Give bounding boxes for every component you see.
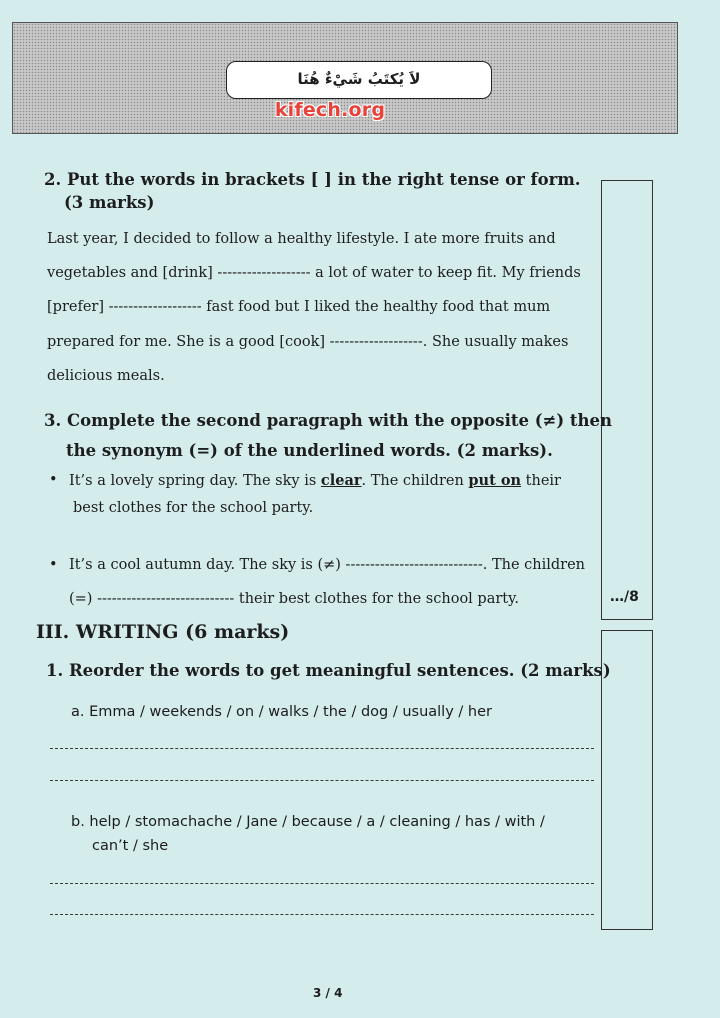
section-writing-title: III. WRITING (6 marks) — [36, 621, 290, 643]
q3-bullet-2-line-2: (=) ---------------------------- their best clothes for the school party. — [69, 591, 519, 607]
q3-bullet-1-line-2: best clothes for the school party. — [73, 500, 314, 516]
q2-line-2: vegetables and [drink] ------------------- a lot of water to keep fit. My friends — [47, 265, 581, 281]
q2-line-1: Last year, I decided to follow a healthy lifestyle. I ate more fruits and — [47, 231, 556, 247]
q2-line-3: [prefer] ------------------- fast food but I liked the healthy food that mum — [47, 299, 551, 315]
q3-bullet-2: • It’s a cool autumn day. The sky is (≠) ----------------------------. The children — [69, 557, 585, 573]
w1-item-b: b. help / stomachache / Jane / because / a / cleaning / has / with / — [71, 814, 545, 830]
watermark: kifech.org — [274, 99, 386, 121]
q3-bullet-1-text-c: their — [521, 473, 561, 489]
answer-line-2[interactable] — [50, 780, 594, 781]
answer-line-1[interactable] — [50, 748, 594, 749]
underlined-word-clear: clear — [320, 472, 362, 489]
w1-item-b-line-2: can’t / she — [92, 838, 169, 854]
w1-item-a: a. Emma / weekends / on / walks / the / dog / usually / her — [71, 704, 492, 720]
underlined-word-put-on: put on — [468, 472, 522, 489]
q2-line-4: prepared for me. She is a good [cook] -------------------. She usually makes — [47, 334, 569, 350]
do-not-write-notice: لاَ يُكتَبُ شَيْءٌ هُنَا — [226, 61, 492, 99]
q2-title: 2. Put the words in brackets [ ] in the right tense or form. — [44, 170, 581, 189]
q3-bullet-1-text-b: . The children — [361, 473, 469, 489]
page-number: 3 / 4 — [313, 986, 343, 1000]
q3-title-line-2: the synonym (=) of the underlined words. (2 marks). — [66, 441, 553, 460]
w1-title: 1. Reorder the words to get meaningful sentences. (2 marks) — [46, 661, 611, 680]
q3-bullet-1 — [69, 472, 561, 489]
score-placeholder: …/8 — [610, 589, 639, 605]
q2-marks: (3 marks) — [64, 193, 155, 212]
q2-line-5: delicious meals. — [47, 368, 165, 384]
q3-bullet-1-text-a: It’s a lovely spring day. The sky is — [69, 473, 321, 489]
q3-title-line-1: 3. Complete the second paragraph with the opposite (≠) then — [44, 411, 613, 430]
marking-box-part2 — [601, 180, 653, 620]
answer-line-3[interactable] — [50, 883, 594, 884]
answer-line-4[interactable] — [50, 914, 594, 915]
